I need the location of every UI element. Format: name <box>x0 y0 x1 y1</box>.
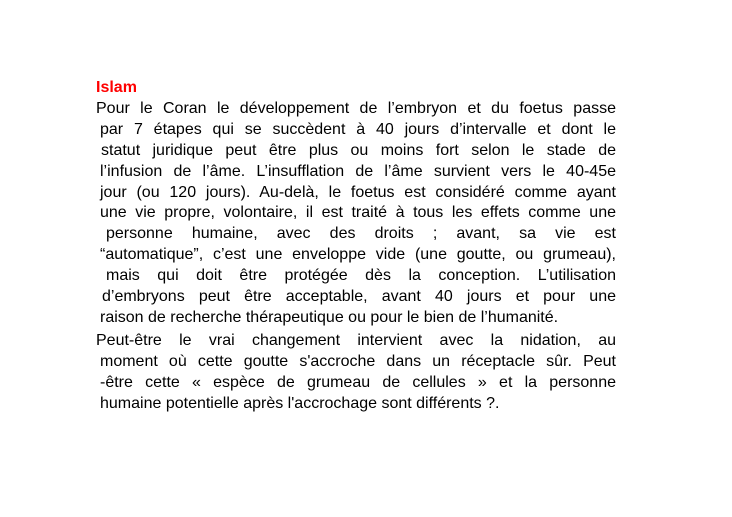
paragraph-line: personne humaine, avec des droits ; avant, sa vie est <box>106 225 616 243</box>
paragraph-2 <box>96 331 616 415</box>
paragraph-line: jour (ou 120 jours). Au-delà, le foetus est considéré comme ayant <box>100 183 616 201</box>
paragraph-line: humaine potentielle après l'accrochage sont différents ?. <box>100 394 500 412</box>
paragraph-line: mais qui doit être protégée dès la conception. L’utilisation <box>106 267 616 285</box>
paragraph-line: raison de recherche thérapeutique ou pour le bien de l’humanité. <box>100 308 559 326</box>
paragraph-line: “automatique”, c’est une enveloppe vide (une goutte, ou grumeau), <box>100 246 616 264</box>
paragraph-line: par 7 étapes qui se succèdent à 40 jours d’intervalle et dont le <box>100 120 616 138</box>
section-heading: Islam <box>96 79 137 96</box>
paragraph-line: une vie propre, volontaire, il est traité à tous les effets comme une <box>100 204 616 222</box>
paragraph-1 <box>96 99 616 329</box>
paragraph-line: moment où cette goutte s'accroche dans un réceptacle sûr. Peut <box>100 352 616 370</box>
paragraph-line: l’infusion de l’âme. L’insufflation de l’âme survient vers le 40-45e <box>100 162 616 180</box>
paragraph-line: d’embryons peut être acceptable, avant 40 jours et pour une <box>102 288 616 306</box>
paragraph-line: Pour le Coran le développement de l’embryon et du foetus passe <box>96 100 616 117</box>
paragraph-line: Peut-être le vrai changement intervient avec la nidation, au <box>96 332 616 349</box>
paragraph-line: -être cette « espèce de grumeau de cellules » et la personne <box>100 373 616 391</box>
paragraph-line: statut juridique peut être plus ou moins fort selon le stade de <box>101 141 616 159</box>
